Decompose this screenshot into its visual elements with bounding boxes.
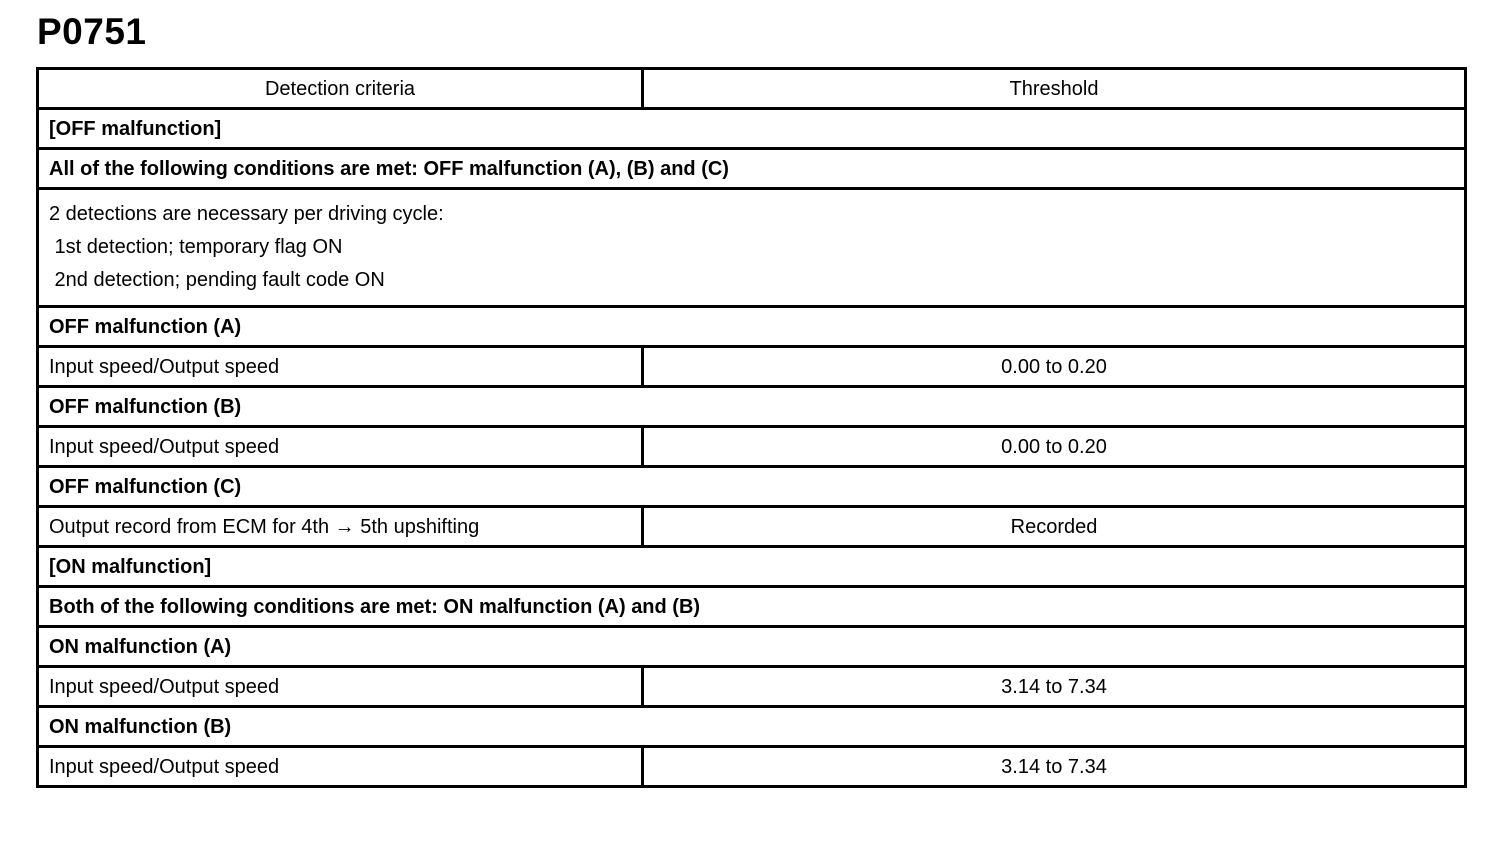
- off-malfunction-c: OFF malfunction (C): [38, 467, 1466, 507]
- threshold-cell: 3.14 to 7.34: [643, 667, 1466, 707]
- section-row: [38, 587, 1466, 627]
- table-row: [38, 747, 1466, 787]
- section-row: [38, 467, 1466, 507]
- section-row: [38, 387, 1466, 427]
- table-row: [38, 347, 1466, 387]
- detections-line: 1st detection; temporary flag ON: [49, 236, 343, 258]
- threshold-cell: 3.14 to 7.34: [643, 747, 1466, 787]
- threshold-cell: 0.00 to 0.20: [643, 427, 1466, 467]
- section-row: [38, 149, 1466, 189]
- criteria-cell: Input speed/Output speed: [38, 427, 643, 467]
- section-row: [38, 109, 1466, 149]
- section-row: [38, 307, 1466, 347]
- threshold-cell: Recorded: [643, 507, 1466, 547]
- page-title: P0751: [37, 11, 147, 52]
- section-row: [38, 707, 1466, 747]
- off-malfunction-a: OFF malfunction (A): [38, 307, 1466, 347]
- off-malfunction-heading: [OFF malfunction]: [38, 109, 1466, 149]
- detections-line: 2nd detection; pending fault code ON: [49, 269, 385, 291]
- criteria-cell: Output record from ECM for 4th → 5th upshifting: [38, 507, 643, 547]
- criteria-cell: Input speed/Output speed: [38, 667, 643, 707]
- threshold-cell: 0.00 to 0.20: [643, 347, 1466, 387]
- on-malfunction-b: ON malfunction (B): [38, 707, 1466, 747]
- criteria-cell: Input speed/Output speed: [38, 347, 643, 387]
- table-row: [38, 427, 1466, 467]
- section-row: [38, 547, 1466, 587]
- detection-criteria-table: [36, 67, 1467, 788]
- section-row: [38, 627, 1466, 667]
- on-both-conditions: Both of the following conditions are met: ON malfunction (A) and (B): [38, 587, 1466, 627]
- detections-line: 2 detections are necessary per driving cycle:: [49, 203, 444, 225]
- off-all-conditions: All of the following conditions are met: OFF malfunction (A), (B) and (C): [38, 149, 1466, 189]
- on-malfunction-heading: [ON malfunction]: [38, 547, 1466, 587]
- table-header-row: [38, 69, 1466, 109]
- criteria-cell: Input speed/Output speed: [38, 747, 643, 787]
- off-malfunction-b: OFF malfunction (B): [38, 387, 1466, 427]
- header-criteria: Detection criteria: [38, 69, 643, 109]
- detections-cell: [38, 189, 1466, 307]
- on-malfunction-a: ON malfunction (A): [38, 627, 1466, 667]
- table-row: [38, 667, 1466, 707]
- detections-row: [38, 189, 1466, 307]
- table-row: [38, 507, 1466, 547]
- header-threshold: Threshold: [643, 69, 1466, 109]
